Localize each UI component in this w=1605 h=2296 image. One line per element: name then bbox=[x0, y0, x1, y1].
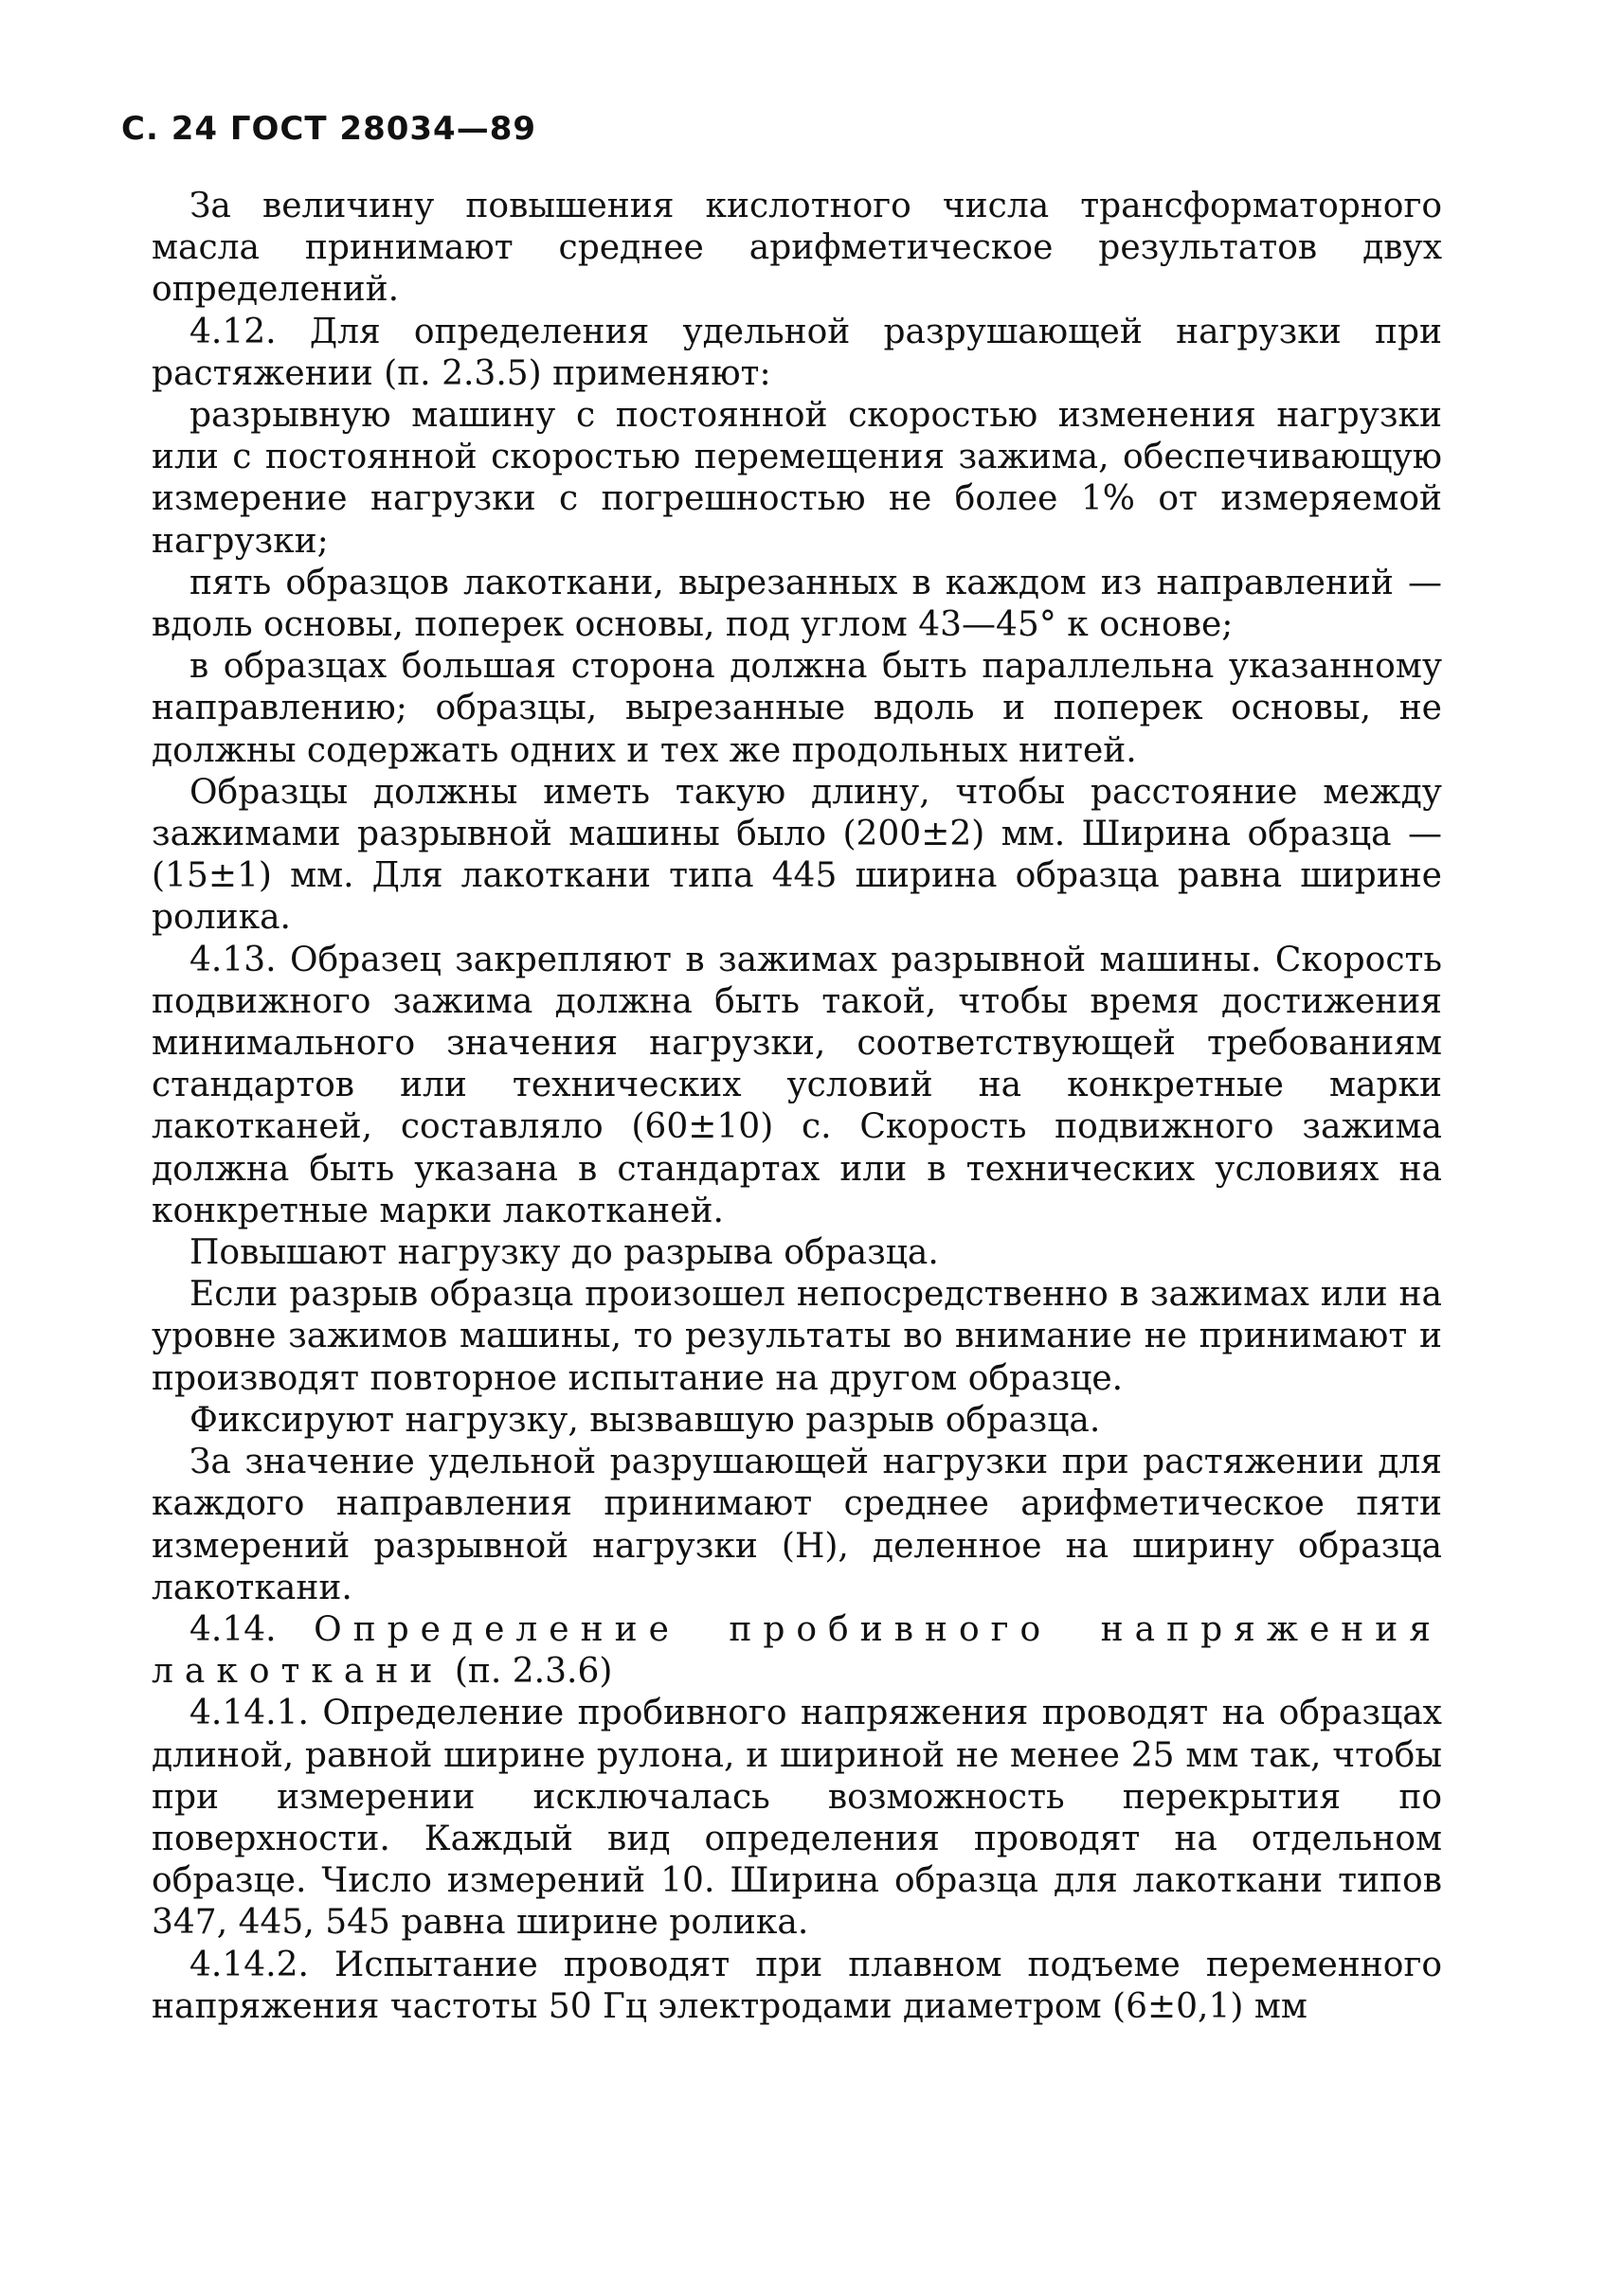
paragraph-tensile-result: За значение удельной разрушающей нагрузки при растяжении для каждого направления принимают среднее арифметическое пяти измерений разрывной нагрузки (Н), деленное на ширину образца лакоткани. bbox=[152, 1443, 1442, 1607]
paragraph-five-specimens: пять образцов лакоткани, вырезанных в каждом из направлений — вдоль основы, поперек основы, под углом 43—45° к основе; bbox=[152, 563, 1442, 645]
paragraph-specimen-length: Образцы должны иметь такую длину, чтобы расстояние между зажимами разрывной машины было (200±2) мм. Ширина образца — (15±1) мм. Для лакоткани типа 445 ширина образца равна ширине ролика. bbox=[152, 772, 1442, 938]
paragraph-specimen-orientation: в образцах большая сторона должна быть параллельна указанному направлению; образцы, вырезанные вдоль и поперек основы, не должны содержать одних и тех же продольных нитей. bbox=[152, 647, 1442, 770]
paragraph-fix-load: Фиксируют нагрузку, вызвавшую разрыв образца. bbox=[189, 1400, 1101, 1440]
paragraph-tensile-machine: разрывную машину с постоянной скоростью изменения нагрузки или с постоянной скоростью перемещения зажима, обеспечивающую измерение нагрузки с погрешностью не более 1% от измеряемой нагрузки; bbox=[152, 396, 1442, 561]
paragraph-4-14-1: 4.14.1. Определение пробивного напряжения проводят на образцах длиной, равной ширине рулона, и шириной не менее 25 мм так, чтобы при измерении исключалась возможность перекрытия по поверхности. Каждый вид определения проводят на отдельном образце. Число измерений 10. Ширина образца для лакоткани типов 347, 445, 545 равна ширине ролика. bbox=[152, 1694, 1442, 1943]
section-title: Определение пробивного напряжения лакоткани bbox=[152, 1609, 1442, 1692]
section-heading-4-14 bbox=[152, 1609, 1442, 1693]
document-body bbox=[152, 186, 1442, 2028]
paragraph-4-12: 4.12. Для определения удельной разрушающей нагрузки при растяжении (п. 2.3.5) применяют: bbox=[152, 312, 1442, 393]
paragraph-4-13: 4.13. Образец закрепляют в зажимах разрывной машины. Скорость подвижного зажима должна быть такой, чтобы время достижения минимального значения нагрузки, соответствующей требованиям стандартов или технических условий на конкретные марки лакотканей, составляло (60±10) с. Скорость подвижного зажима должна быть указана в стандартах или в технических условиях на конкретные марки лакотканей. bbox=[152, 940, 1442, 1230]
paragraph-increase-load: Повышают нагрузку до разрыва образца. bbox=[189, 1233, 939, 1273]
paragraph-acid-number-result: За величину повышения кислотного числа трансформаторного масла принимают среднее арифметическое результатов двух определений. bbox=[152, 187, 1442, 310]
paragraph-4-14-2: 4.14.2. Испытание проводят при плавном подъеме переменного напряжения частоты 50 Гц электродами диаметром (6±0,1) мм bbox=[152, 1945, 1442, 2026]
page-header: С. 24 ГОСТ 28034—89 bbox=[121, 110, 537, 148]
section-number: 4.14. bbox=[189, 1609, 277, 1649]
section-reference: (п. 2.3.6) bbox=[454, 1652, 613, 1692]
paragraph-break-in-clamps: Если разрыв образца произошел непосредственно в зажимах или на уровне зажимов машины, то результаты во внимание не принимают и производят повторное испытание на другом образце. bbox=[152, 1275, 1442, 1398]
